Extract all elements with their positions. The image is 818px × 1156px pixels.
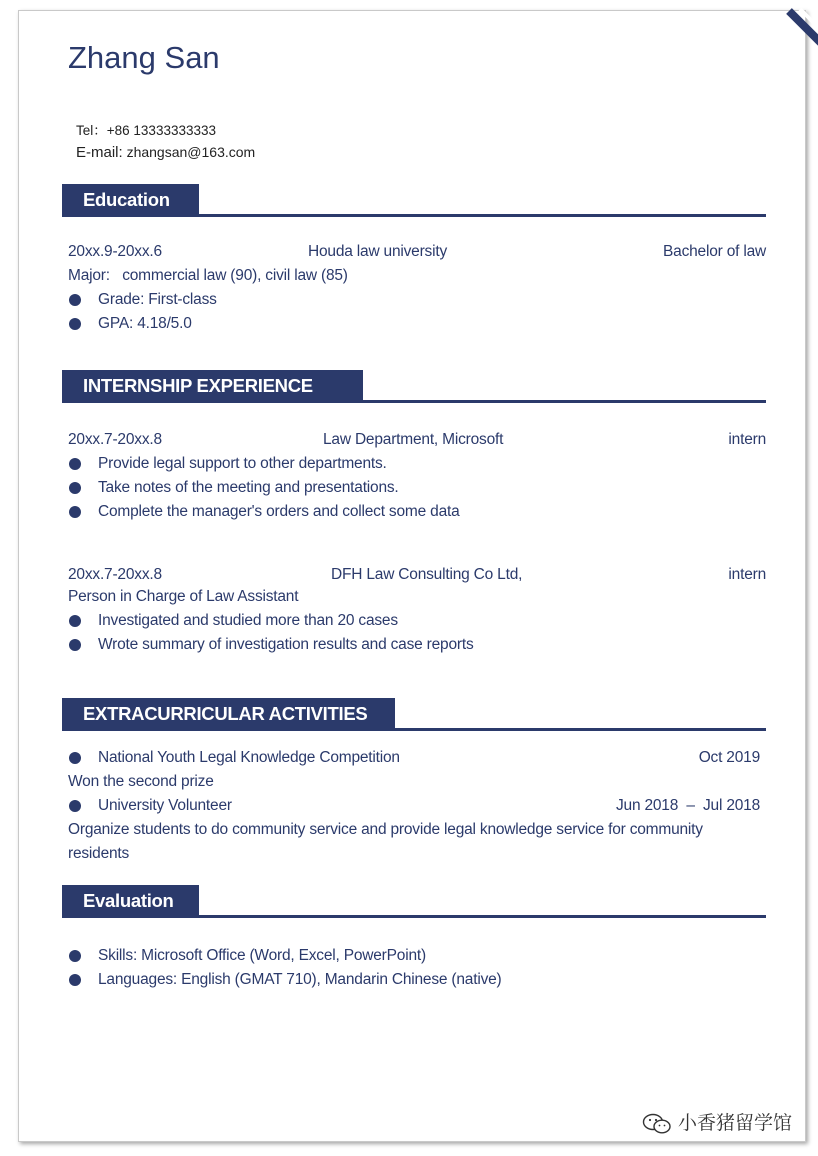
section-rule — [62, 728, 766, 731]
email-address: zhangsan@163.com — [126, 144, 256, 160]
job-org: DFH Law Consulting Co Ltd, — [331, 566, 523, 583]
major-label: Major: — [68, 267, 110, 284]
bullet-icon — [69, 615, 81, 627]
phone-line — [76, 119, 216, 139]
job-org: Law Department, Microsoft — [323, 431, 504, 448]
bullet-icon — [69, 752, 81, 764]
bullet-icon — [69, 639, 81, 651]
bullet-icon — [69, 458, 81, 470]
phone-number: +86 13333333333 — [106, 123, 217, 138]
evaluation-section-header — [62, 885, 766, 917]
watermark — [642, 1108, 792, 1135]
email-label: E-mail: — [76, 144, 123, 161]
education-school: Houda law university — [308, 243, 448, 260]
education-dates: 20xx.9-20xx.6 — [68, 243, 162, 260]
job-role: intern — [728, 566, 766, 583]
activity-date: Jun 2018 – Jul 2018 — [615, 797, 760, 814]
activity-name: National Youth Legal Knowledge Competition — [98, 749, 400, 766]
email-line — [76, 144, 255, 161]
job-subtitle: Person in Charge of Law Assistant — [68, 588, 299, 605]
section-title: Evaluation — [62, 885, 199, 915]
activities-section-header — [62, 698, 766, 730]
section-rule — [62, 915, 766, 918]
corner-decoration — [786, 8, 818, 70]
job-entry — [68, 564, 766, 586]
job-dates: 20xx.7-20xx.8 — [68, 566, 162, 583]
section-title: INTERNSHIP EXPERIENCE — [62, 370, 363, 400]
activity-name: University Volunteer — [98, 797, 232, 814]
bullet-icon — [69, 482, 81, 494]
internship-section-header — [62, 370, 766, 402]
education-degree: Bachelor of law — [663, 243, 766, 260]
section-title: EXTRACURRICULAR ACTIVITIES — [62, 698, 395, 728]
activity-detail-continued: residents — [68, 845, 130, 862]
section-title: Education — [62, 184, 199, 214]
bullet-icon — [69, 294, 81, 306]
bullet-icon — [69, 950, 81, 962]
activity-detail: Won the second prize — [68, 773, 214, 790]
education-section-header — [62, 184, 766, 216]
section-rule — [62, 400, 766, 403]
candidate-name: Zhang San — [68, 40, 220, 75]
bullet-icon — [69, 974, 81, 986]
activity-date: Oct 2019 — [698, 749, 760, 766]
phone-label: Tel： — [76, 123, 107, 138]
watermark-text: 小香猪留学馆 — [677, 1112, 792, 1134]
job-entry — [68, 429, 766, 451]
job-role: intern — [728, 431, 766, 448]
bullet-icon — [69, 318, 81, 330]
bullet-icon — [69, 506, 81, 518]
job-dates: 20xx.7-20xx.8 — [68, 431, 162, 448]
section-rule — [62, 214, 766, 217]
major-value: commercial law (90), civil law (85) — [122, 267, 348, 284]
education-major — [68, 265, 348, 287]
education-entry — [68, 241, 766, 263]
wechat-icon — [642, 1113, 672, 1135]
bullet-icon — [69, 800, 81, 812]
activity-detail: Organize students to do community service and provide legal knowledge service for community — [68, 821, 703, 838]
